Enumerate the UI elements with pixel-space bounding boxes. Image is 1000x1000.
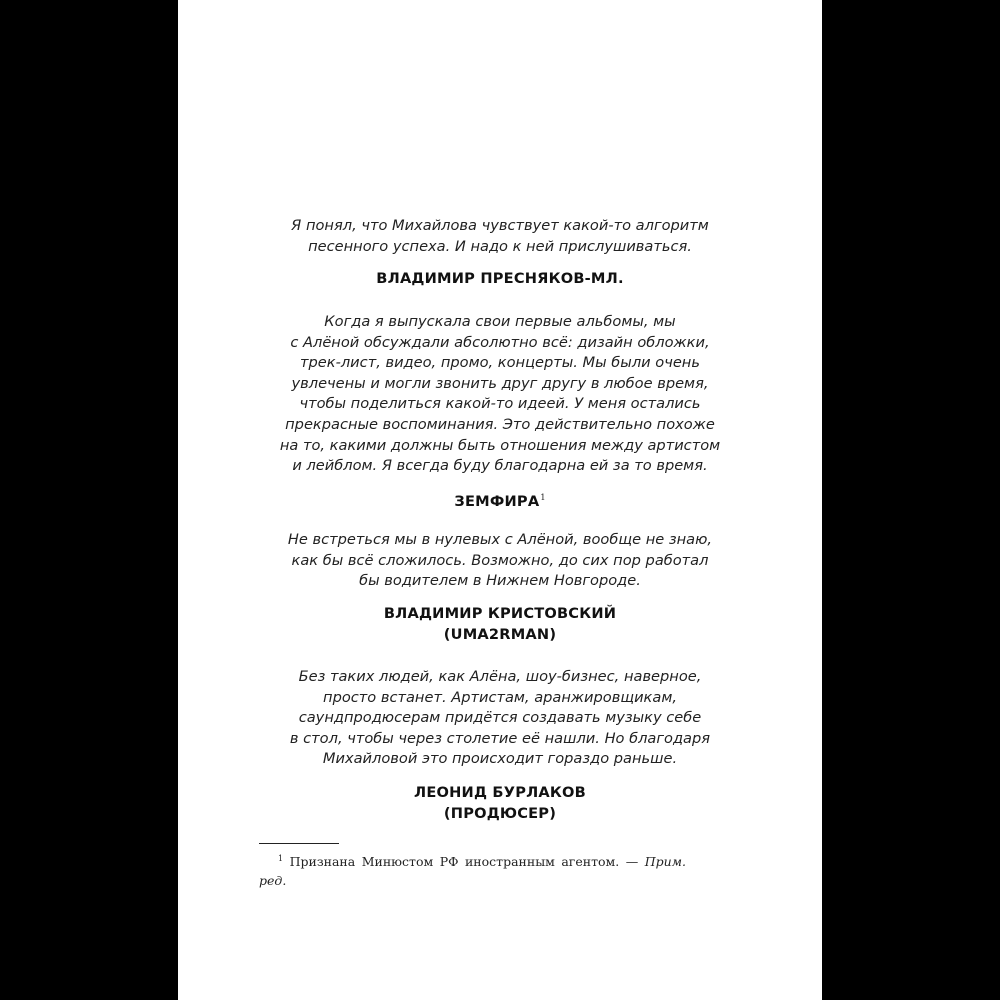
author-zemfira bbox=[178, 487, 822, 512]
footnote-text: Признана Минюстом РФ иностранным агентом. — bbox=[289, 854, 639, 869]
quote-line: Когда я выпускала свои первые альбомы, мы bbox=[324, 313, 676, 330]
footnote-line bbox=[259, 849, 686, 871]
quote-line: Не встреться мы в нулевых с Алёной, вообще не знаю, bbox=[287, 531, 713, 548]
quote-kristovsky bbox=[178, 530, 822, 592]
author-name-line bbox=[178, 487, 822, 512]
author-role: (ПРОДЮСЕР) bbox=[443, 805, 557, 822]
quote-line: и лейблом. Я всегда буду благодарна ей за то время. bbox=[292, 457, 708, 475]
quote-line: как бы всё сложилось. Возможно, до сих пор работал bbox=[291, 551, 709, 569]
book-page bbox=[178, 0, 822, 1000]
quote-presnyakov bbox=[178, 216, 822, 257]
quote-line: с Алёной обсуждали абсолютно всё: дизайн обложки, bbox=[290, 333, 710, 351]
footnote-mark: 1 bbox=[278, 854, 284, 863]
footnote-divider bbox=[259, 843, 339, 844]
author-kristovsky bbox=[178, 603, 822, 645]
author-alias: (UMA2RMAN) bbox=[443, 626, 557, 643]
quote-line: песенного успеха. И надо к ней прислушиваться. bbox=[308, 237, 692, 255]
quote-line: трек-лист, видео, промо, концерты. Мы были очень bbox=[300, 354, 700, 372]
quote-line: на то, какими должны быть отношения между артистом bbox=[279, 436, 721, 454]
footnote bbox=[259, 849, 686, 890]
author-name: ВЛАДИМИР КРИСТОВСКИЙ bbox=[383, 605, 617, 622]
quote-line: Я понял, что Михайлова чувствует какой-то алгоритм bbox=[291, 217, 709, 234]
author-name: ЛЕОНИД БУРЛАКОВ bbox=[414, 784, 586, 801]
footnote-editor-note-cont: ред. bbox=[259, 873, 287, 888]
author-name: ЗЕМФИРА bbox=[454, 493, 540, 510]
footnote-editor-note: Прим. bbox=[644, 854, 686, 869]
author-name: ВЛАДИМИР ПРЕСНЯКОВ-МЛ. bbox=[376, 270, 624, 287]
quote-line: прекрасные воспоминания. Это действительно похоже bbox=[285, 415, 715, 433]
quote-line: чтобы поделиться какой-то идеей. У меня остались bbox=[299, 395, 701, 413]
author-presnyakov bbox=[178, 268, 822, 289]
author-burlakov bbox=[178, 782, 822, 824]
quote-zemfira bbox=[178, 312, 822, 477]
quote-line: Михайловой это происходит гораздо раньше. bbox=[322, 750, 678, 768]
quote-line: в стол, чтобы через столетие её нашли. Но благодаря bbox=[289, 729, 711, 747]
quote-burlakov bbox=[178, 667, 822, 770]
quote-line: бы водителем в Нижнем Новгороде. bbox=[359, 572, 641, 590]
footnote-reference: 1 bbox=[540, 493, 546, 502]
quote-line: увлечены и могли звонить друг другу в любое время, bbox=[291, 374, 709, 392]
quote-line: Без таких людей, как Алёна, шоу-бизнес, наверное, bbox=[298, 668, 702, 685]
quote-line: саундпродюсерам придётся создавать музыку себе bbox=[298, 709, 702, 727]
quote-line: просто встанет. Артистам, аранжировщикам, bbox=[323, 688, 677, 706]
